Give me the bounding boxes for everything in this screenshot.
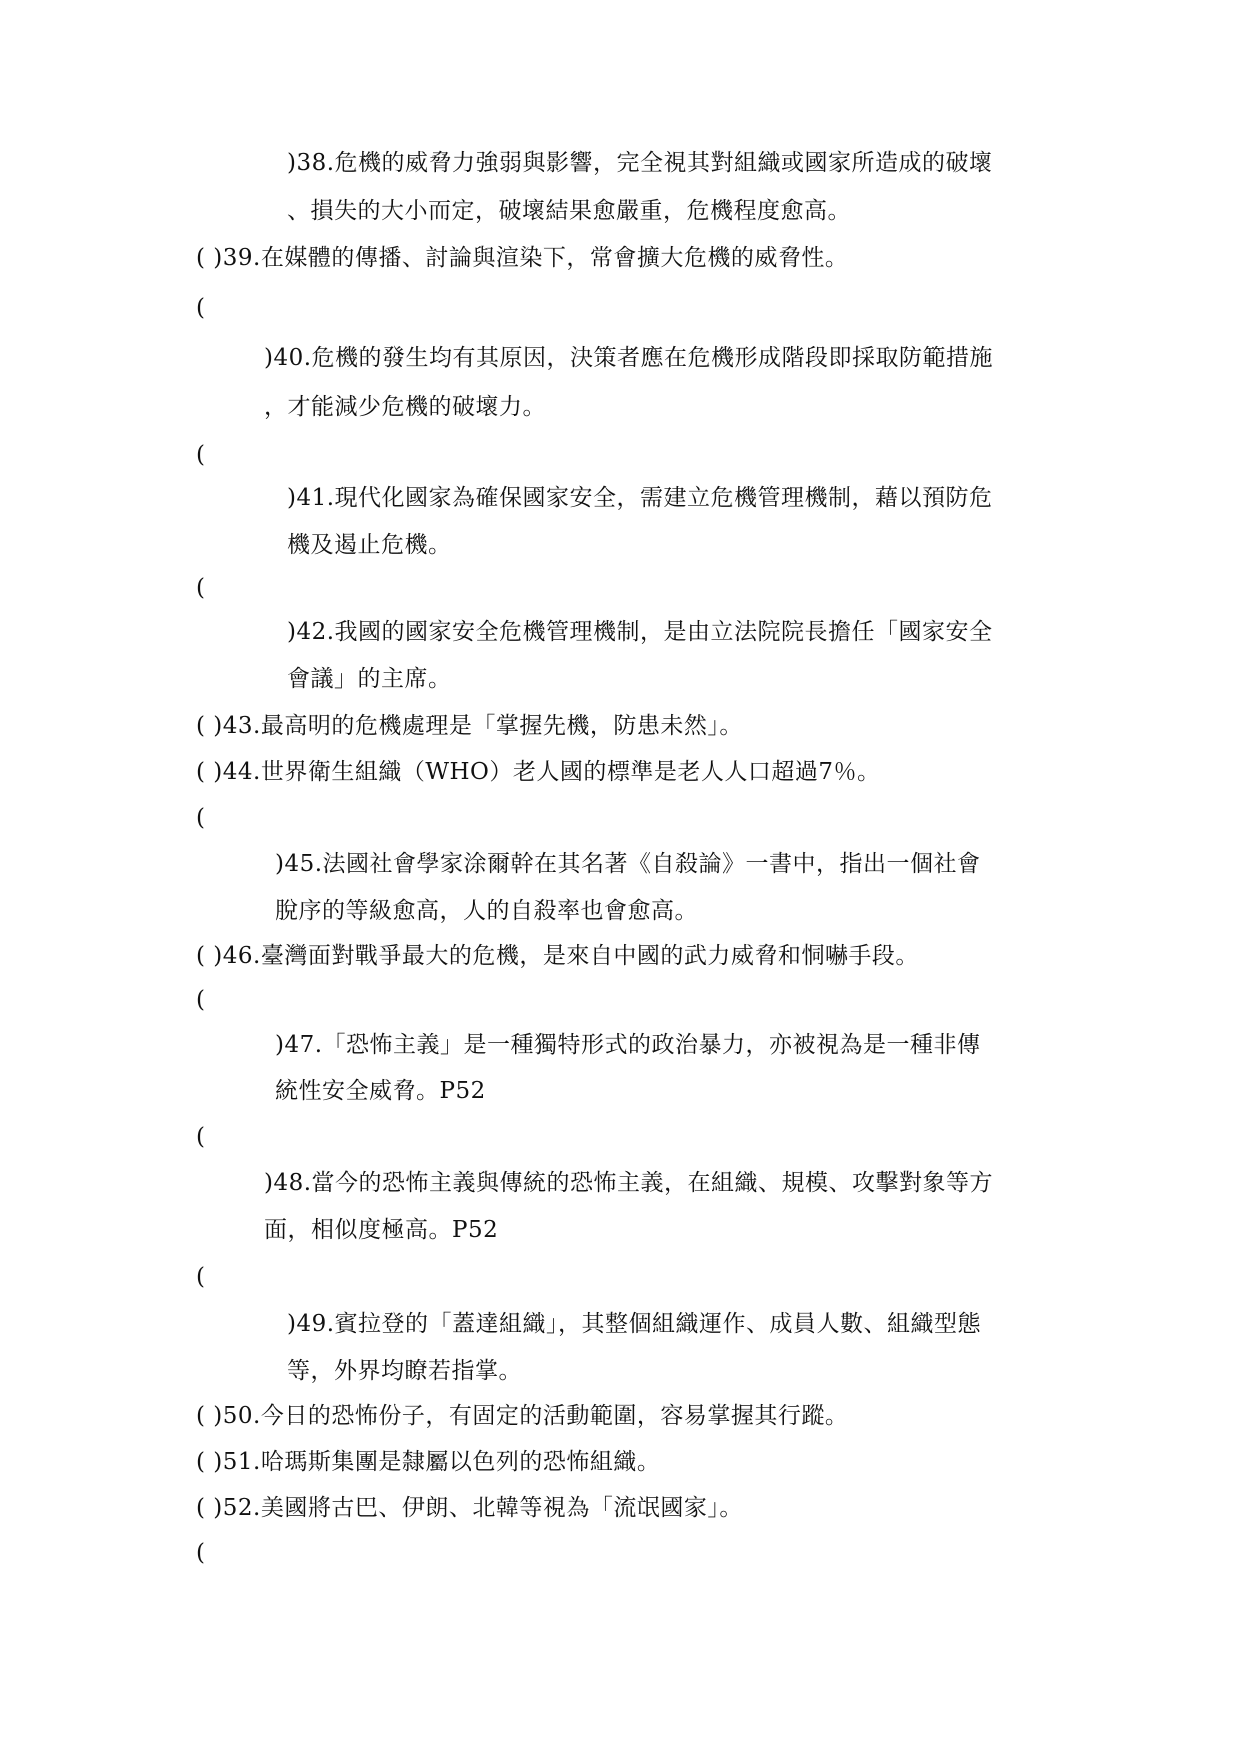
question-41-line-2: 機及遏止危機。: [287, 532, 452, 558]
answer-paren-47: (: [196, 987, 206, 1013]
question-42-line-1: )42.我國的國家安全危機管理機制，是由立法院院長擔任「國家安全: [287, 619, 993, 645]
question-42-line-2: 會議」的主席。: [287, 666, 452, 692]
answer-paren-45: (: [196, 805, 206, 831]
answer-paren-40: (: [196, 295, 206, 321]
question-40-line-1: )40.危機的發生均有其原因，決策者應在危機形成階段即採取防範措施: [264, 345, 994, 371]
question-47-line-2: 統性安全威脅。P52: [275, 1078, 486, 1104]
answer-paren-53: (: [196, 1540, 206, 1566]
question-51: ( )51.哈瑪斯集團是隸屬以色列的恐怖組織。: [196, 1449, 661, 1475]
question-41-line-1: )41.現代化國家為確保國家安全，需建立危機管理機制，藉以預防危: [287, 485, 993, 511]
question-45-line-2: 脫序的等級愈高，人的自殺率也會愈高。: [275, 898, 698, 924]
question-47-line-1: )47.「恐怖主義」是一種獨特形式的政治暴力，亦被視為是一種非傳: [275, 1032, 981, 1058]
question-50: ( )50.今日的恐怖份子，有固定的活動範圍，容易掌握其行蹤。: [196, 1403, 849, 1429]
question-43: ( )43.最高明的危機處理是「掌握先機，防患未然」。: [196, 713, 743, 739]
answer-paren-49: (: [196, 1264, 206, 1290]
answer-paren-42: (: [196, 575, 206, 601]
question-38-line-2: 、損失的大小而定，破壞結果愈嚴重，危機程度愈高。: [287, 198, 851, 224]
question-39: ( )39.在媒體的傳播、討論與渲染下，常會擴大危機的威脅性。: [196, 245, 849, 271]
question-48-line-1: )48.當今的恐怖主義與傳統的恐怖主義，在組織、規模、攻擊對象等方: [264, 1170, 994, 1196]
question-38-line-1: )38.危機的威脅力強弱與影響，完全視其對組織或國家所造成的破壞: [287, 150, 993, 176]
question-45-line-1: )45.法國社會學家涂爾幹在其名著《自殺論》一書中，指出一個社會: [275, 851, 981, 877]
question-52: ( )52.美國將古巴、伊朗、北韓等視為「流氓國家」。: [196, 1495, 743, 1521]
question-46: ( )46.臺灣面對戰爭最大的危機，是來自中國的武力威脅和恫嚇手段。: [196, 943, 919, 969]
question-44: ( )44.世界衛生組織（WHO）老人國的標準是老人人口超過7％。: [196, 759, 881, 785]
question-49-line-1: )49.賓拉登的「蓋達組織」，其整個組織運作、成員人數、組織型態: [287, 1311, 982, 1337]
answer-paren-48: (: [196, 1124, 206, 1150]
question-40-line-2: ，才能減少危機的破壞力。: [264, 394, 546, 420]
answer-paren-41: (: [196, 442, 206, 468]
question-48-line-2: 面，相似度極高。P52: [264, 1217, 499, 1243]
question-49-line-2: 等，外界均瞭若指掌。: [287, 1358, 522, 1384]
